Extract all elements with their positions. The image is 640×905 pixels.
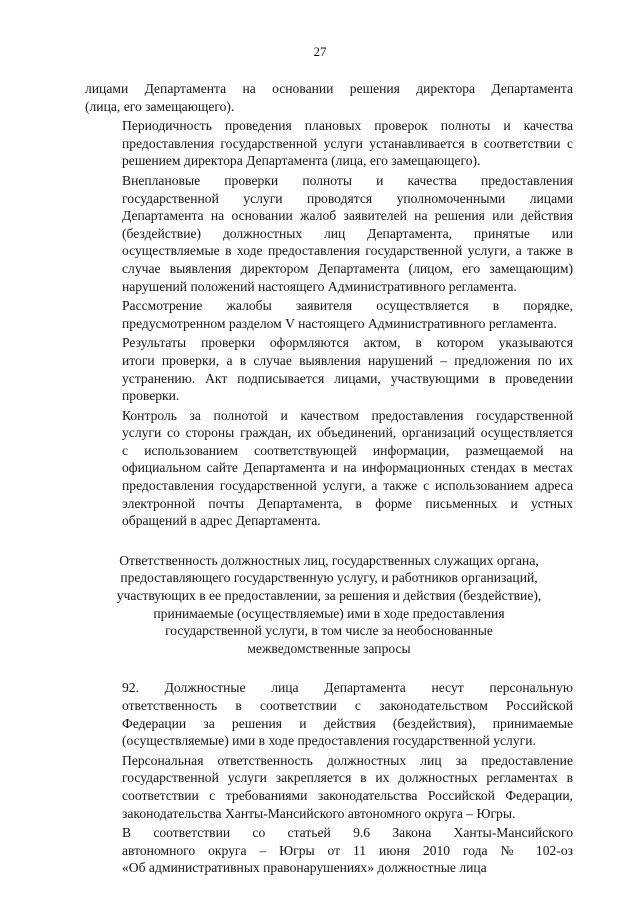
text-line: предоставления государственной услуги устанавливается в соответствии с: [122, 135, 573, 151]
text-line: обращений в адрес Департамента.: [122, 513, 321, 529]
text-line: Периодичность проведения плановых проверок полноты и качества: [122, 118, 573, 134]
text-line: В соответствии со статьей 9.6 Закона Ханты-Мансийского: [122, 825, 573, 841]
text-line: Федерации за решения и действия (бездействия), принимаемые: [122, 715, 573, 731]
paragraph: [85, 334, 573, 404]
text-line: 92. Должностные лица Департамента несут персональную: [122, 680, 573, 696]
text-line: устранению. Акт подписывается лицами, участвующими в проведении: [122, 370, 573, 386]
document-body: [85, 80, 573, 877]
text-line: ответственность в соответствии с законодательством Российской: [122, 698, 573, 713]
text-line: Департамента на основании жалоб заявителей на решения или действия: [122, 208, 573, 224]
text-line: услуги со стороны граждан, их объединений, организаций осуществляется: [122, 425, 573, 441]
heading-line: государственной услуги, в том числе за необоснованные: [165, 623, 493, 639]
text-line: нарушений положений настоящего Административного регламента.: [122, 278, 517, 294]
section-heading: [85, 552, 573, 658]
text-line: Рассмотрение жалобы заявителя осуществляется в порядке,: [122, 298, 573, 314]
page-number: 27: [313, 44, 327, 59]
text-line: государственной услуги закрепляется в их должностных регламентах в: [122, 770, 573, 786]
section-control-text: [85, 80, 573, 530]
heading-line: межведомственные запросы: [247, 640, 411, 656]
text-line: государственной услуги проводятся уполномоченными лицами: [122, 190, 573, 206]
text-line: «Об административных правонарушениях» должностные лица: [122, 860, 487, 876]
text-line: Внеплановые проверки полноты и качества предоставления: [122, 172, 573, 188]
text-line: (осуществляемые) ими в ходе предоставления государственной услуги.: [122, 733, 536, 749]
heading-line: предоставляющего государственную услугу, и работников организаций,: [120, 570, 538, 586]
text-line: соответствии с требованиями законодательства Российской Федерации,: [122, 787, 573, 803]
text-line: осуществляемые в ходе предоставления государственной услуги, а также в: [122, 243, 573, 259]
paragraph: [85, 297, 573, 332]
heading-line: Ответственность должностных лиц, государственных служащих органа,: [119, 552, 539, 568]
heading-line: принимаемые (осуществляемые) ими в ходе предоставления: [153, 605, 505, 621]
paragraph: [85, 679, 573, 749]
paragraph: [85, 172, 573, 295]
text-line: (бездействие) должностных лиц Департамента, принятые или: [122, 225, 573, 241]
text-line: случае выявления директором Департамента (лицом, его замещающим): [122, 260, 573, 276]
text-line: законодательства Ханты-Мансийского автономного округа – Югры.: [122, 805, 516, 821]
text-line: с использованием соответствующей информации, размещаемой на: [122, 442, 573, 458]
text-line: Персональная ответственность должностных лиц за предоставление: [122, 752, 573, 768]
paragraph: [85, 117, 573, 170]
paragraph: [85, 824, 573, 877]
section-responsibility-text: [85, 679, 573, 877]
text-line: официальном сайте Департамента и на информационных стендах в местах: [122, 460, 573, 476]
text-line: предусмотренном разделом V настоящего Административного регламента.: [122, 315, 557, 331]
text-line: решением директора Департамента (лица, его замещающего).: [122, 153, 481, 169]
text-line: лицами Департамента на основании решения директора Департамента: [85, 81, 573, 96]
heading-line: участвующих в ее предоставлении, за решения и действия (бездействие),: [116, 588, 542, 604]
text-line: автономного округа – Югры от 11 июня 2010 года № 102-оз: [122, 842, 573, 858]
text-line: итоги проверки, а в случае выявления нарушений – предложения по их: [122, 352, 573, 368]
text-line: электронной почты Департамента, в форме письменных и устных: [122, 495, 573, 511]
text-line: проверки.: [122, 388, 180, 404]
text-line: (лица, его замещающего).: [85, 98, 235, 114]
text-line: предоставления государственной услуги, а также с использованием адреса: [122, 478, 573, 494]
text-line: Результаты проверки оформляются актом, в котором указываются: [122, 335, 573, 351]
paragraph: [85, 407, 573, 530]
text-line: Контроль за полнотой и качеством предоставления государственной: [122, 407, 573, 423]
paragraph: [85, 80, 573, 115]
paragraph: [85, 752, 573, 822]
